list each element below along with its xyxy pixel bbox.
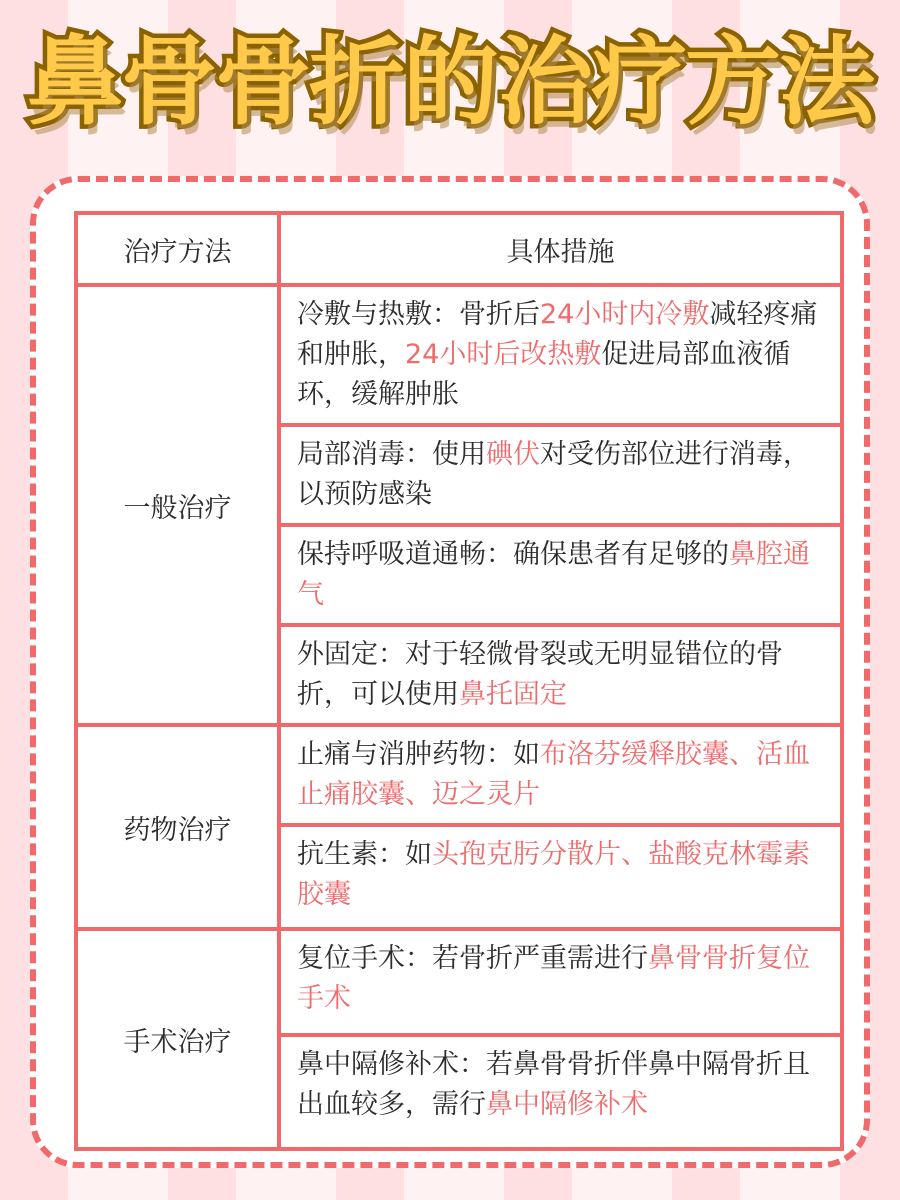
measure-cell — [279, 1035, 842, 1149]
header-method: 治疗方法 — [76, 213, 279, 285]
table-row — [76, 929, 842, 1035]
measure-highlight: 鼻中隔修补术 — [486, 1089, 648, 1120]
measure-text: 促进局部血液循环，缓解肿胀 — [297, 339, 791, 410]
measure-cell — [279, 929, 842, 1035]
measure-text: 冷敷与热敷：骨折后 — [297, 299, 540, 330]
measure-cell — [279, 725, 842, 825]
measure-highlight: 布洛芬缓释胶囊、活血止痛胶囊、迈之灵片 — [297, 739, 810, 810]
method-cell-medication: 药物治疗 — [76, 725, 279, 929]
measure-text: 鼻中隔修补术：若鼻骨骨折伴鼻中隔骨折且出血较多，需行 — [297, 1049, 810, 1120]
table-header-row — [76, 213, 842, 285]
measure-highlight: 鼻托固定 — [459, 679, 567, 710]
treatment-table — [74, 211, 844, 1151]
measure-text: 保持呼吸道通畅：确保患者有足够的 — [297, 539, 729, 570]
measure-text: 减轻疼痛和肿胀， — [297, 299, 818, 370]
measure-highlight: 24小时后改热敷 — [405, 339, 602, 370]
measure-text: 止痛与消肿药物：如 — [297, 739, 540, 770]
measure-text: 复位手术：若骨折严重需进行 — [297, 943, 648, 974]
measure-highlight: 碘伏 — [486, 439, 540, 470]
measure-cell — [279, 425, 842, 525]
measure-text: 局部消毒：使用 — [297, 439, 486, 470]
measure-highlight: 鼻骨骨折复位手术 — [297, 943, 810, 1014]
measure-cell — [279, 525, 842, 625]
method-cell-general: 一般治疗 — [76, 285, 279, 725]
measure-text: 对受伤部位进行消毒，以预防感染 — [297, 439, 810, 510]
measure-text: 抗生素：如 — [297, 839, 432, 870]
measure-cell — [279, 285, 842, 425]
measure-highlight: 鼻腔通气 — [297, 539, 810, 610]
method-cell-surgery: 手术治疗 — [76, 929, 279, 1149]
measure-highlight: 24小时内冷敷 — [540, 299, 710, 330]
table-row — [76, 285, 842, 425]
header-measures: 具体措施 — [279, 213, 842, 285]
measure-highlight: 头孢克肟分散片、盐酸克林霉素胶囊 — [297, 839, 810, 910]
measure-text: 外固定：对于轻微骨裂或无明显错位的骨折，可以使用 — [297, 639, 783, 710]
measure-cell — [279, 625, 842, 725]
measure-cell — [279, 825, 842, 929]
table-row — [76, 725, 842, 825]
page-title: 鼻骨骨折的治疗方法 — [27, 26, 873, 138]
